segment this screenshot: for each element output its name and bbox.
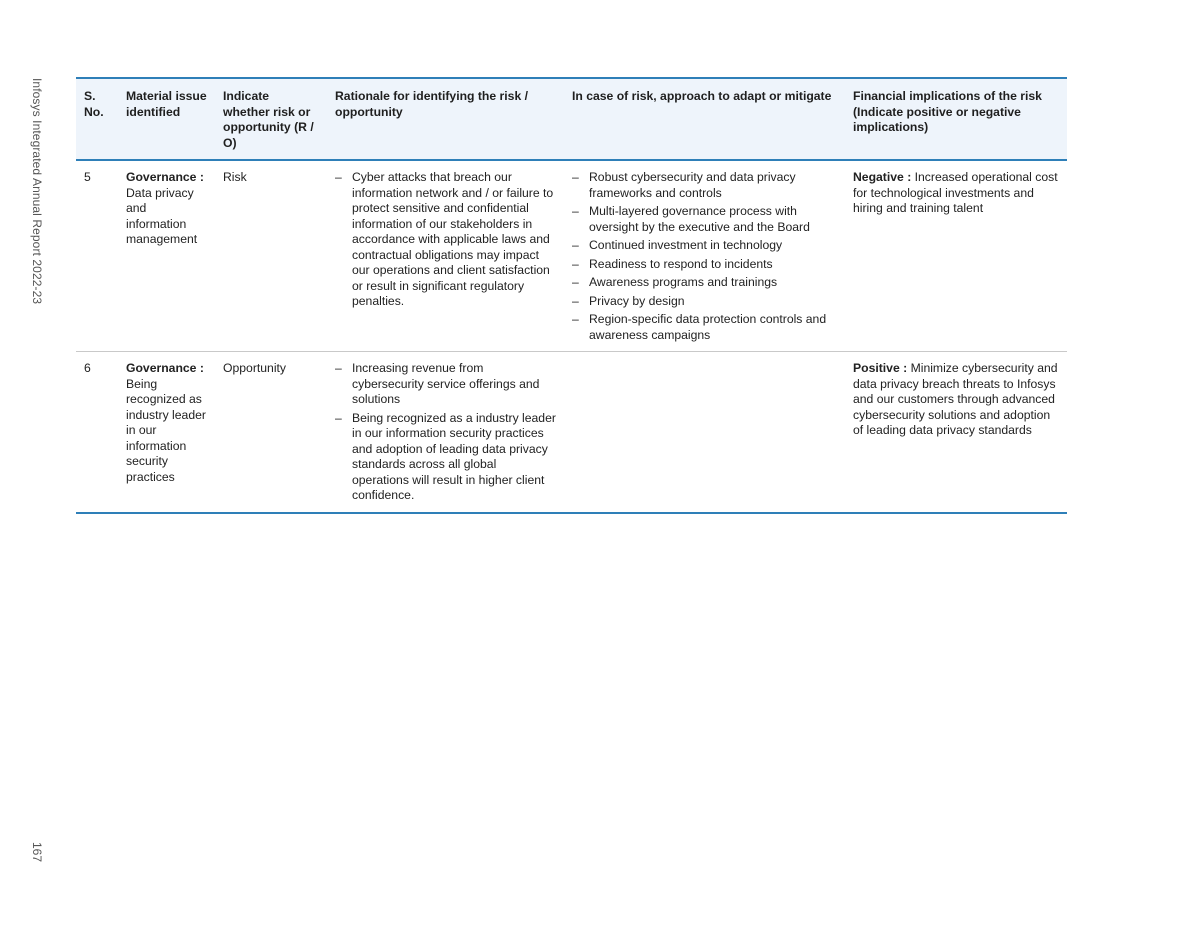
list-item: – Increasing revenue from cybersecurity service offerings and solutions (335, 361, 556, 408)
issue-text: Data privacy and information management (126, 185, 198, 246)
cell-approach (564, 352, 845, 513)
header-issue: Material issue identified (118, 78, 215, 160)
cell-rationale (327, 160, 564, 352)
list-item: – Robust cybersecurity and data privacy frameworks and controls (572, 170, 837, 201)
financial-text: Increased operational cost for technological investments and hiring and training talent (853, 170, 1058, 215)
rationale-list (335, 361, 556, 504)
financial-label: Positive : (853, 361, 908, 375)
risk-opportunity-table (76, 77, 1067, 514)
issue-text: Being recognized as industry leader in our information security practices (126, 376, 206, 484)
cell-issue (118, 352, 215, 513)
header-approach: In case of risk, approach to adapt or mitigate (564, 78, 845, 160)
approach-list (572, 170, 837, 343)
cell-approach (564, 160, 845, 352)
financial-text: Minimize cybersecurity and data privacy breach threats to Infosys and our customers through advanced cybersecurity solutions and adoption of leading data privacy standards (853, 361, 1058, 437)
cell-rationale (327, 352, 564, 513)
cell-financial (845, 160, 1067, 352)
table-row (76, 352, 1067, 513)
header-financial: Financial implications of the risk (Indicate positive or negative implications) (845, 78, 1067, 160)
list-item: – Continued investment in technology (572, 238, 837, 254)
report-title: Infosys Integrated Annual Report 2022-23 (30, 78, 44, 305)
issue-label: Governance : (126, 170, 204, 184)
financial-label: Negative : (853, 170, 912, 184)
list-item: – Cyber attacks that breach our information network and / or failure to protect sensitive and confidential information of our stakeholders in accordance with applicable laws and contractual obligations may impact our operations and client satisfaction or result in significant regulatory penalties. (335, 170, 556, 310)
cell-financial (845, 352, 1067, 513)
cell-type: Risk (215, 160, 327, 352)
header-rationale: Rationale for identifying the risk / opportunity (327, 78, 564, 160)
rationale-list (335, 170, 556, 310)
header-sno: S. No. (76, 78, 118, 160)
list-item: – Multi-layered governance process with oversight by the executive and the Board (572, 204, 837, 235)
list-item: – Region-specific data protection controls and awareness campaigns (572, 312, 837, 343)
list-item: – Awareness programs and trainings (572, 275, 837, 291)
list-item: – Readiness to respond to incidents (572, 257, 837, 273)
table-header-row (76, 78, 1067, 160)
cell-type: Opportunity (223, 361, 287, 375)
issue-label: Governance : (126, 361, 204, 375)
list-item: – Privacy by design (572, 294, 837, 310)
page-number: 167 (30, 842, 44, 863)
cell-sno: 5 (76, 160, 118, 352)
cell-sno: 6 (84, 361, 91, 375)
list-item: – Being recognized as a industry leader in our information security practices and adoption of leading data privacy standards across all global operations will result in higher client confidence. (335, 411, 556, 504)
header-type: Indicate whether risk or opportunity (R / O) (215, 78, 327, 160)
cell-issue (118, 160, 215, 352)
table-row (76, 160, 1067, 352)
